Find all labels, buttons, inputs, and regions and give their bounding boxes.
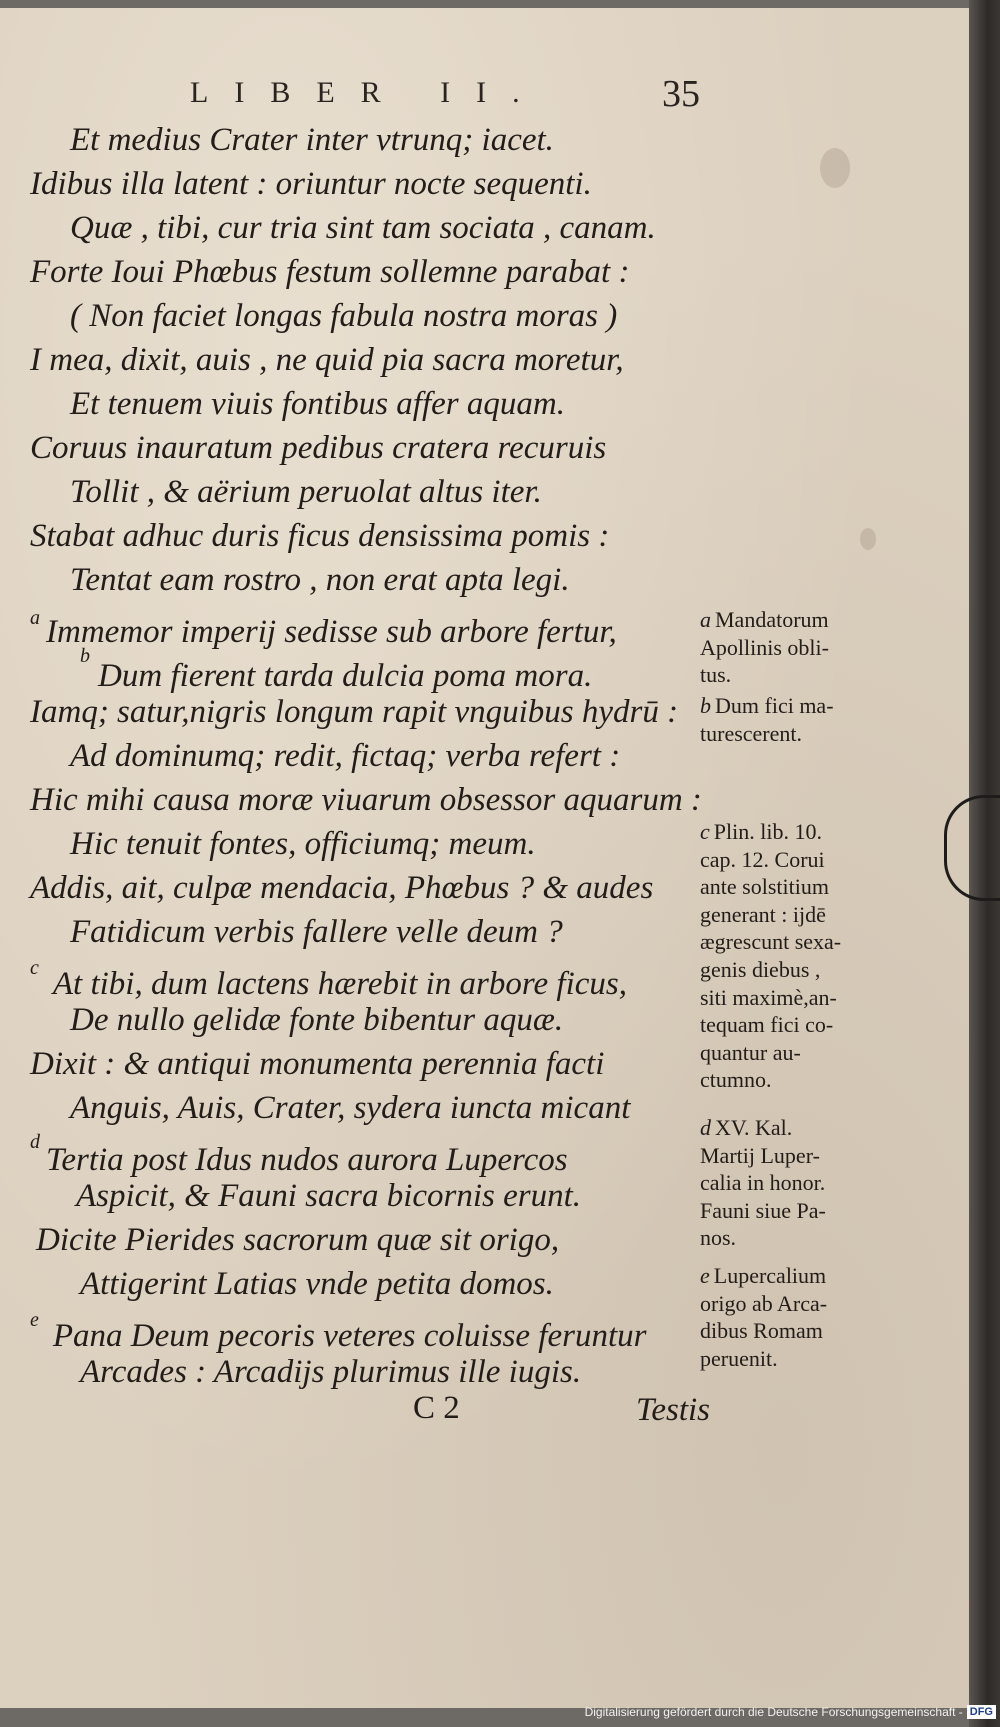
signature-mark: C 2 (413, 1390, 460, 1426)
verse-line: Stabat adhuc duris ficus densissima pomis : (30, 518, 610, 554)
note-mark: e (700, 1263, 710, 1288)
note-marker: b (80, 645, 90, 667)
verse-line: Hic mihi causa moræ viuarum obsessor aquarum : (30, 782, 702, 818)
note-marker: c (30, 957, 39, 979)
note-marker: a (30, 607, 40, 629)
verse-line: Dixit : & antiqui monumenta perennia facti (30, 1046, 605, 1082)
book-page (0, 8, 981, 1708)
verse-line: Addis, ait, culpæ mendacia, Phœbus ? & audes (30, 870, 654, 906)
page-header (190, 73, 700, 116)
verse-line: $^a$ Immemor imperij sedisse sub arbore fertur, (30, 607, 617, 650)
verse-line: $^b$Dum fierent tarda dulcia poma mora. (80, 645, 593, 694)
margin-note: c Plin. lib. 10. cap. 12. Corui ante solstitium generant : ijdē ægrescunt sexa- genis diebus , siti maximè,an- tequam fici co- quantur au- ctumno. (700, 819, 842, 1093)
dfg-logo: DFG (967, 1705, 996, 1719)
verse-line: Quæ , tibi, cur tria sint tam sociata , canam. (70, 210, 656, 246)
verse-line: Et tenuem viuis fontibus affer aquam. (70, 386, 565, 422)
verse-line: $^c$ At tibi, dum lactens hærebit in arbore ficus, (30, 957, 627, 1002)
verse-line: Dicite Pierides sacrorum quæ sit origo, (36, 1222, 560, 1258)
note-mark: d (700, 1115, 711, 1140)
paper-stain (860, 528, 876, 550)
verse-line: Fatidicum verbis fallere velle deum ? (70, 914, 563, 950)
verse-line: Tollit , & aërium peruolat altus iter. (70, 474, 542, 510)
note-mark: b (700, 693, 711, 718)
verse-line: Attigerint Latias vnde petita domos. (80, 1266, 554, 1302)
verse-line: Forte Ioui Phœbus festum sollemne parabat : (30, 254, 630, 290)
verse-line: Ad dominumq; redit, fictaq; verba refert : (70, 738, 621, 774)
verse-line: ( Non faciet longas fabula nostra moras ) (70, 298, 618, 334)
verse-line: $^d$ Tertia post Idus nudos aurora Lupercos (30, 1131, 568, 1178)
verse-line: Et medius Crater inter vtrunq; iacet. (70, 122, 554, 158)
digitization-credit (585, 1703, 996, 1721)
note-marker: d (30, 1131, 40, 1153)
verse-line: Hic tenuit fontes, officiumq; meum. (70, 826, 536, 862)
verse-line: Idibus illa latent : oriuntur nocte sequenti. (30, 166, 592, 202)
clasp-shadow (944, 795, 1000, 901)
verse-line: Coruus inauratum pedibus cratera recuruis (30, 430, 607, 466)
verse-line: Anguis, Auis, Crater, sydera iuncta micant (70, 1090, 631, 1126)
note-mark: a (700, 607, 711, 632)
verse-line: De nullo gelidæ fonte bibentur aquæ. (70, 1002, 564, 1038)
credit-text: Digitalisierung gefördert durch die Deutsche Forschungsgemeinschaft - (584, 1705, 963, 1719)
verse-line: I mea, dixit, auis , ne quid pia sacra moretur, (30, 342, 624, 378)
verse-line: Aspicit, & Fauni sacra bicornis erunt. (76, 1178, 582, 1214)
verse-line: $^e$ Pana Deum pecoris veteres coluisse feruntur (30, 1309, 647, 1354)
margin-note: e Lupercalium origo ab Arca- dibus Romam peruenit. (700, 1263, 828, 1371)
note-mark: c (700, 819, 710, 844)
verse-line: Iamq; satur,nigris longum rapit vnguibus hydrū : (30, 694, 679, 730)
page-number: 35 (662, 73, 700, 115)
paper-stain (820, 148, 850, 188)
note-marker: e (30, 1309, 39, 1331)
running-title: LIBER II. (190, 76, 546, 109)
verse-line: Arcades : Arcadijs plurimus ille iugis. (80, 1354, 582, 1390)
verse-line: Tentat eam rostro , non erat apta legi. (70, 562, 570, 598)
catchword: Testis (636, 1392, 710, 1428)
margin-note: a Mandatorum Apollinis obli- tus. (700, 607, 829, 688)
margin-note: d XV. Kal. Martij Luper- calia in honor. Fauni siue Pa- nos. (700, 1115, 826, 1251)
margin-note: b Dum fici ma- turescerent. (700, 693, 834, 746)
